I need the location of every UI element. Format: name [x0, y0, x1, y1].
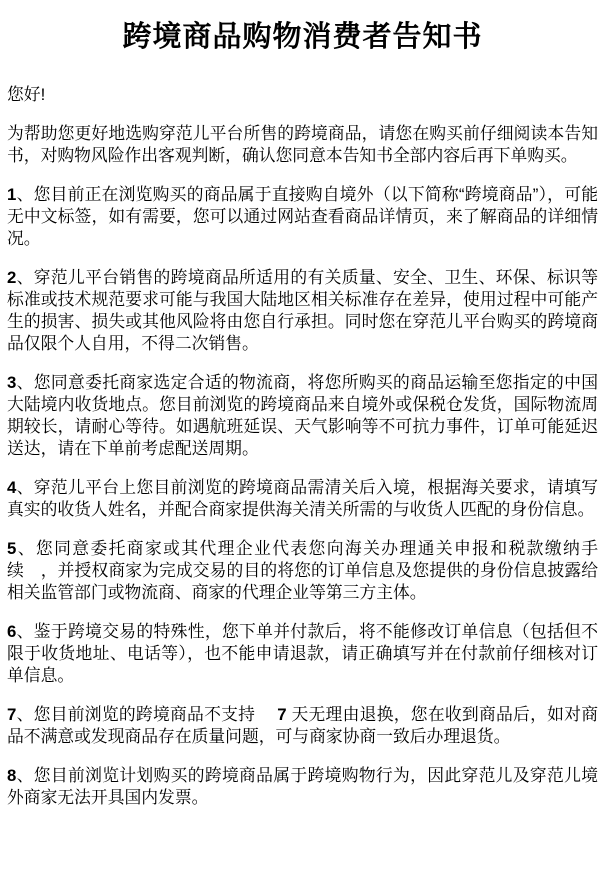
- notice-paragraph-1: 1、您目前正在浏览购买的商品属于直接购自境外（以下简称“跨境商品”），可能无中文标签，如有需要，您可以通过网站查看商品详情页，来了解商品的详细情况。: [7, 185, 598, 248]
- greeting-text: 您好!: [7, 85, 46, 104]
- notice-paragraph-6: 6、鉴于跨境交易的特殊性，您下单并付款后，将不能修改订单信息（包括但不限于收货地址、电话等），也不能申请退款，请正确填写并在付款前仔细核对订单信息。: [7, 622, 598, 685]
- document-title: 跨境商品购物消费者告知书: [122, 21, 483, 53]
- intro-paragraph: 为帮助您更好地选购穿范儿平台所售的跨境商品，请您在购买前仔细阅读本告知书，对购物风险作出客观判断，确认您同意本告知书全部内容后再下单购买。: [7, 124, 598, 165]
- notice-paragraph-8: 8、您目前浏览计划购买的跨境商品属于跨境购物行为，因此穿范儿及穿范儿境外商家无法开具国内发票。: [7, 766, 598, 807]
- notice-paragraph-3: 3、您同意委托商家选定合适的物流商，将您所购买的商品运输至您指定的中国大陆境内收货地点。您目前浏览的跨境商品来自境外或保税仓发货，国际物流周期较长，请耐心等待。如遇航班延误、天气影响等不可抗力事件，订单可能延迟送达，请在下单前考虑配送周期。: [7, 373, 598, 458]
- notice-paragraph-7: 7、您目前浏览的跨境商品不支持 7 天无理由退换，您在收到商品后，如对商品不满意或发现商品存在质量问题，可与商家协商一致后办理退货。: [7, 705, 598, 746]
- notice-paragraph-4: 4、穿范儿平台上您目前浏览的跨境商品需清关后入境，根据海关要求，请填写真实的收货人姓名，并配合商家提供海关清关所需的与收货人匹配的身份信息。: [7, 478, 598, 519]
- notice-paragraph-5: 5、您同意委托商家或其代理企业代表您向海关办理通关申报和税款缴纳手续 ，并授权商家为完成交易的目的将您的订单信息及您提供的身份信息披露给相关监管部门或物流商、商家的代理企业等第三方主体。: [7, 539, 598, 602]
- notice-paragraph-2: 2、穿范儿平台销售的跨境商品所适用的有关质量、安全、卫生、环保、标识等标准或技术规范要求可能与我国大陆地区相关标准存在差异，使用过程中可能产生的损害、损失或其他风险将由您自行承担。同时您在穿范儿平台购买的跨境商品仅限个人自用，不得二次销售。: [7, 268, 598, 353]
